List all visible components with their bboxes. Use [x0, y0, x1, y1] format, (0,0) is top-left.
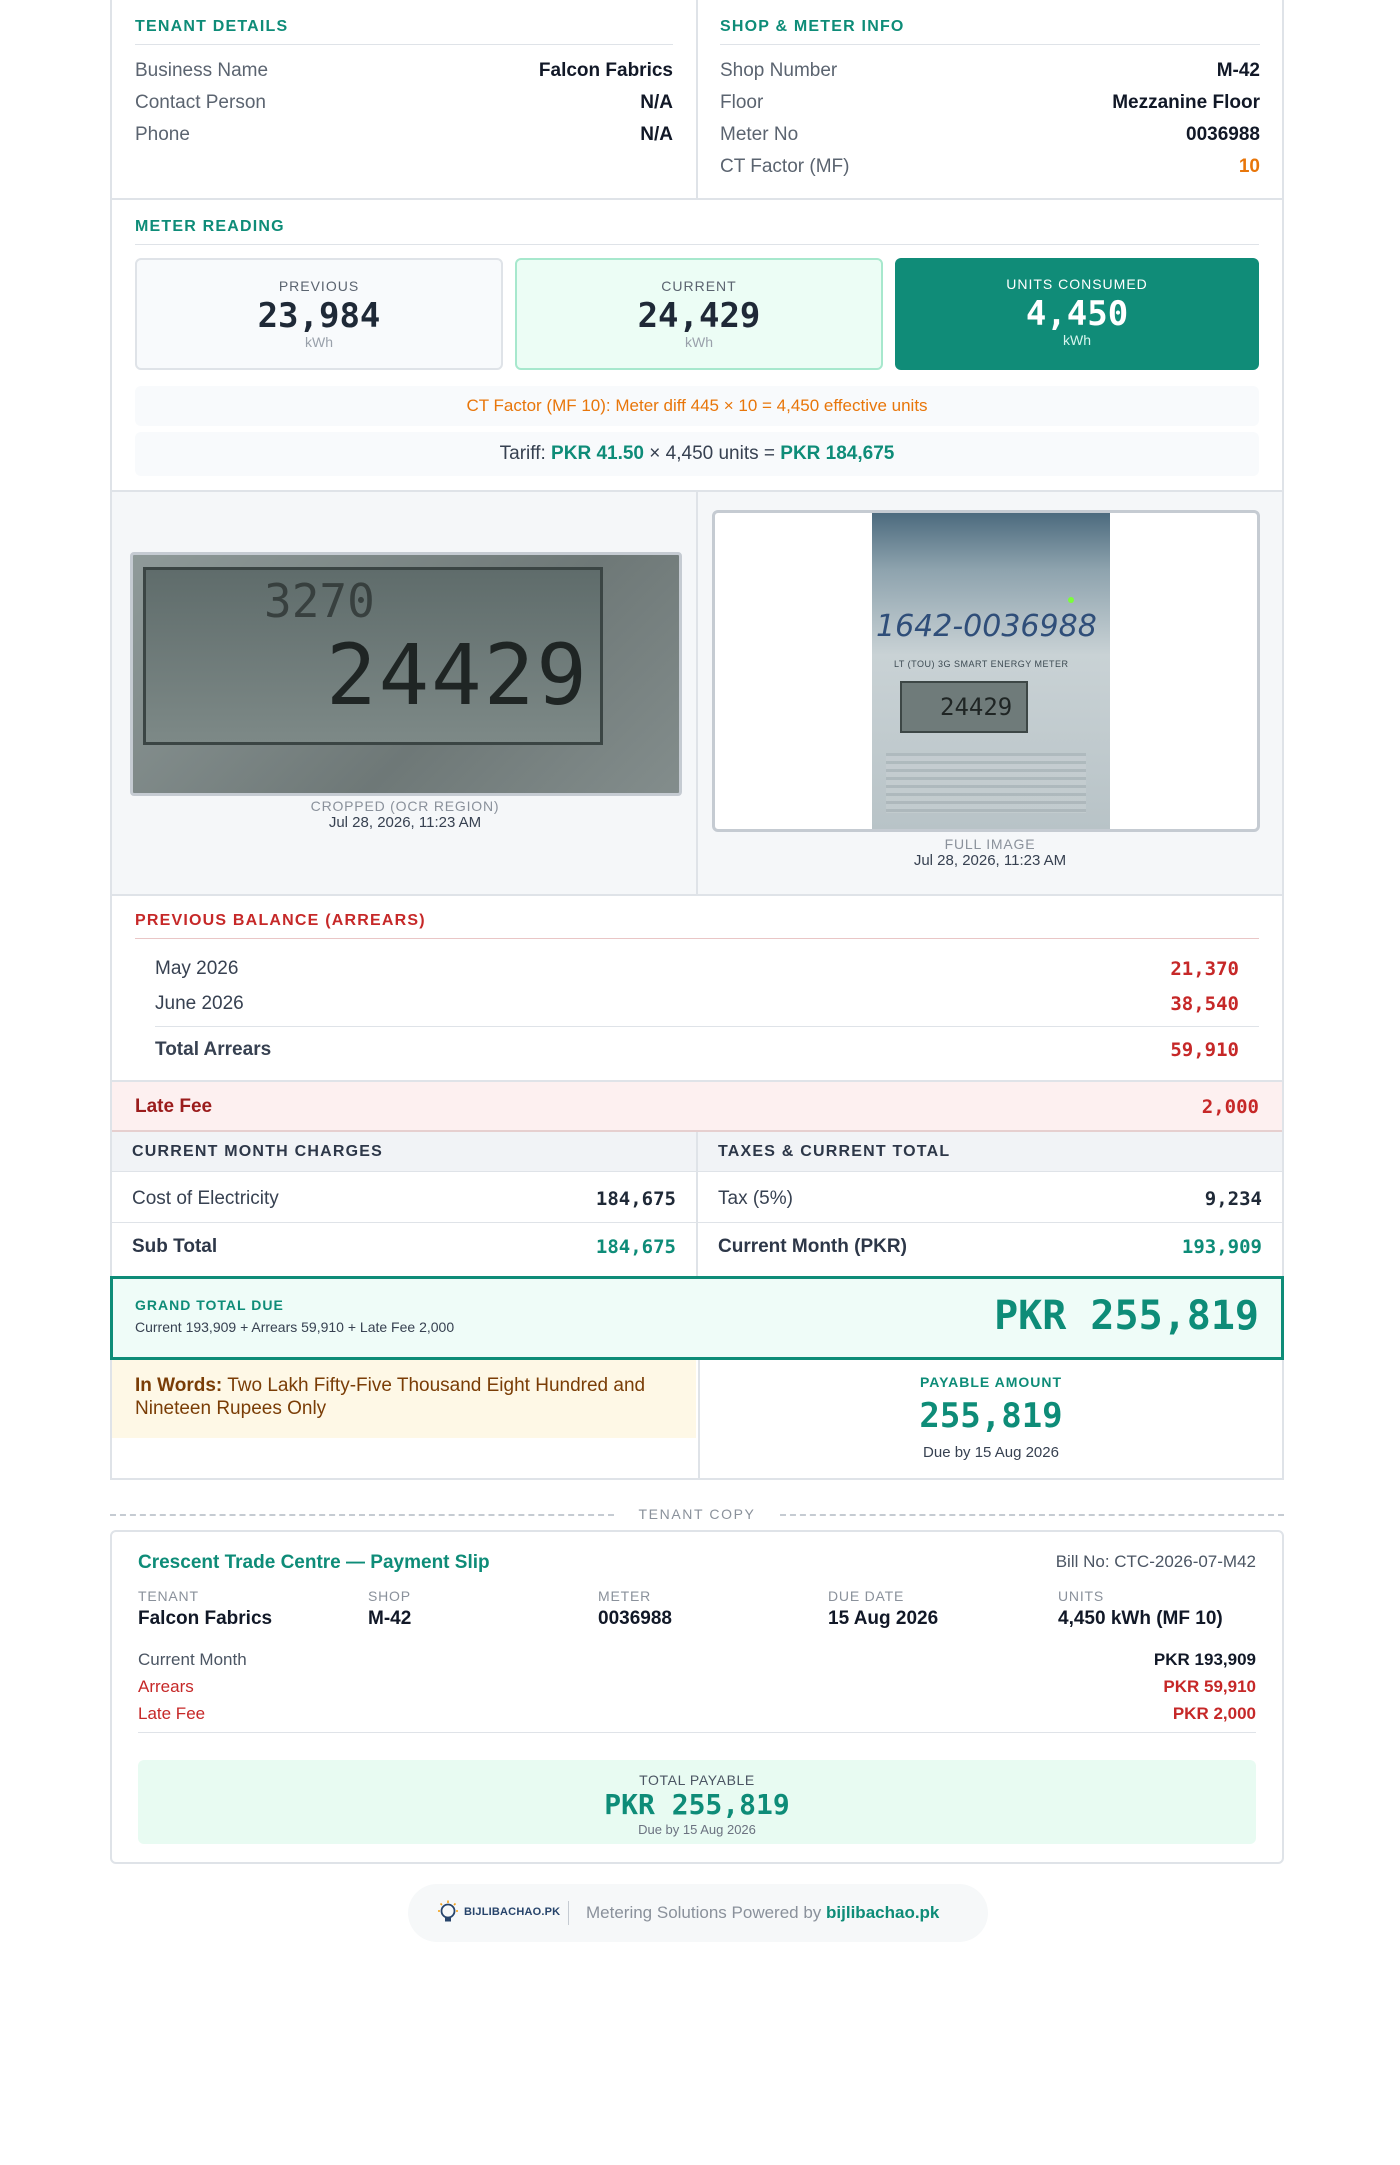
slip-current-month-row	[138, 1650, 1256, 1672]
subtotal-value: 184,675	[595, 1236, 676, 1258]
full-date: Jul 28, 2026, 11:23 AM	[913, 852, 1067, 869]
cost-label: Cost of Electricity	[132, 1188, 279, 1209]
payment-slip	[110, 1530, 1284, 1864]
current-charges-panel	[112, 1132, 698, 1276]
phone-label: Phone	[135, 124, 190, 145]
slip-column-label: DUE DATE	[828, 1588, 905, 1604]
meter-serial-handwritten: 1642-0036988	[876, 609, 1097, 644]
arrears-section	[112, 896, 1282, 1082]
shop-meter-title: SHOP & METER INFO	[720, 18, 905, 35]
tenant-details-panel	[112, 0, 698, 200]
meter-lcd-small	[900, 681, 1028, 733]
contact-person-label: Contact Person	[135, 92, 266, 113]
current-unit: kWh	[685, 334, 713, 350]
units-consumed-card	[895, 258, 1259, 370]
tenant-details-title: TENANT DETAILS	[135, 18, 289, 35]
ct-factor-note: CT Factor (MF 10): Meter diff 445 × 10 = 4,450 effective units	[135, 386, 1259, 426]
bill-document	[110, 0, 1284, 1480]
full-meter-image	[872, 513, 1110, 829]
contact-person-row	[135, 92, 673, 116]
slip-total-box	[138, 1760, 1256, 1844]
current-value: 24,429	[637, 296, 761, 336]
slip-column-label: METER	[598, 1588, 651, 1604]
payable-due-date: Due by 15 Aug 2026	[923, 1444, 1059, 1461]
grand-total-label: GRAND TOTAL DUE	[135, 1297, 284, 1313]
divider	[155, 1026, 1259, 1027]
footer-link[interactable]: bijlibachao.pk	[826, 1903, 940, 1922]
slip-total-label: TOTAL PAYABLE	[639, 1772, 755, 1788]
lcd-top-digits: 3270	[264, 574, 375, 628]
taxes-panel	[698, 1132, 1282, 1276]
arrears-month: June 2026	[155, 993, 244, 1014]
full-photo-panel	[698, 492, 1282, 894]
total-arrears-row	[155, 1039, 1239, 1063]
meter-spec-plate	[886, 753, 1086, 813]
units-consumed-unit: kWh	[1063, 332, 1091, 348]
tenant-copy-separator	[110, 1504, 1284, 1524]
slip-total-due: Due by 15 Aug 2026	[638, 1822, 756, 1837]
late-fee-row	[112, 1082, 1282, 1132]
divider	[698, 1222, 1282, 1223]
divider	[135, 938, 1259, 939]
ct-factor-value: 10	[1238, 156, 1260, 177]
slip-row-label: Late Fee	[138, 1704, 206, 1723]
units-consumed-label: UNITS CONSUMED	[1006, 276, 1148, 292]
tax-label: Tax (5%)	[718, 1188, 793, 1209]
bijlibachao-logo[interactable]	[436, 1898, 561, 1928]
arrears-row	[155, 993, 1239, 1017]
slip-title: Crescent Trade Centre — Payment Slip	[138, 1552, 490, 1573]
slip-column-value: M-42	[368, 1608, 412, 1629]
footer-badge	[408, 1884, 988, 1942]
slip-units	[1058, 1588, 1223, 1630]
tariff-prefix: Tariff:	[499, 443, 552, 464]
business-name-row	[135, 60, 673, 84]
total-arrears-value: 59,910	[1170, 1039, 1239, 1061]
previous-unit: kWh	[305, 334, 333, 350]
slip-tenant	[138, 1588, 272, 1630]
meter-lcd-display	[143, 567, 603, 745]
payable-amount: 255,819	[919, 1396, 1063, 1436]
shop-number-value: M-42	[1216, 60, 1260, 81]
late-fee-value: 2,000	[1201, 1096, 1259, 1118]
ct-factor-row	[720, 156, 1260, 180]
current-month-value: 193,909	[1181, 1236, 1262, 1258]
grand-total-amount: PKR 255,819	[994, 1293, 1259, 1339]
lcd-main-digits: 24429	[326, 626, 589, 724]
slip-column-value: 0036988	[598, 1608, 672, 1629]
tax-value: 9,234	[1204, 1188, 1262, 1210]
tenant-copy-label: TENANT COPY	[638, 1506, 756, 1522]
late-fee-label: Late Fee	[135, 1096, 213, 1117]
info-section	[112, 0, 1282, 200]
meter-photos-section	[112, 492, 1282, 896]
contact-person-value: N/A	[640, 92, 673, 113]
slip-column-value: 15 Aug 2026	[828, 1608, 939, 1629]
divider	[135, 44, 673, 45]
in-words-text	[135, 1374, 676, 1420]
ct-factor-label: CT Factor (MF)	[720, 156, 850, 177]
divider	[720, 44, 1260, 45]
slip-row-label: Arrears	[138, 1677, 194, 1696]
cropped-caption	[112, 798, 698, 831]
tax-row	[718, 1188, 1262, 1212]
in-words-label: In Words:	[135, 1375, 223, 1396]
cropped-label: CROPPED (OCR REGION)	[310, 798, 500, 814]
meter-reading-title: METER READING	[135, 218, 285, 235]
grand-total-box	[110, 1276, 1284, 1360]
slip-column-value: Falcon Fabrics	[138, 1608, 273, 1629]
arrears-month: May 2026	[155, 958, 239, 979]
meter-no-row	[720, 124, 1260, 148]
slip-row-value: PKR 59,910	[1163, 1677, 1256, 1696]
lightbulb-icon	[436, 1900, 460, 1926]
grand-total-breakdown: Current 193,909 + Arrears 59,910 + Late Fee 2,000	[135, 1319, 455, 1335]
slip-row-value: PKR 193,909	[1153, 1650, 1256, 1669]
footer-text	[586, 1903, 939, 1923]
taxes-header	[698, 1132, 1282, 1172]
phone-row	[135, 124, 673, 148]
units-consumed-value: 4,450	[1025, 294, 1129, 334]
subtotal-row	[132, 1236, 676, 1260]
floor-value: Mezzanine Floor	[1112, 92, 1260, 113]
cropped-date: Jul 28, 2026, 11:23 AM	[328, 814, 482, 831]
led-indicator	[1068, 597, 1074, 603]
cropped-photo-panel	[112, 492, 698, 894]
shop-number-row	[720, 60, 1260, 84]
total-arrears-label: Total Arrears	[155, 1039, 272, 1060]
phone-value: N/A	[640, 124, 673, 145]
arrears-amount: 21,370	[1170, 958, 1239, 980]
footer-prefix: Metering Solutions Powered by	[586, 1903, 827, 1922]
cost-value: 184,675	[595, 1188, 676, 1210]
business-name-value: Falcon Fabrics	[538, 60, 673, 81]
slip-column-label: UNITS	[1058, 1588, 1104, 1604]
current-charges-title: CURRENT MONTH CHARGES	[132, 1143, 383, 1160]
slip-arrears-row	[138, 1677, 1256, 1699]
arrears-title: PREVIOUS BALANCE (ARREARS)	[135, 912, 426, 929]
slip-row-value: PKR 2,000	[1172, 1704, 1256, 1723]
floor-row	[720, 92, 1260, 116]
previous-value: 23,984	[257, 296, 381, 336]
lcd-small-digits: 24429	[940, 693, 1013, 721]
in-words-value: Two Lakh Fifty-Five Thousand Eight Hundred and Nineteen Rupees Only	[135, 1375, 646, 1419]
divider	[135, 244, 1259, 245]
slip-late-fee-row	[138, 1704, 1256, 1726]
full-label: FULL IMAGE	[944, 836, 1036, 852]
current-reading-card	[515, 258, 883, 370]
full-image-frame[interactable]	[712, 510, 1260, 832]
slip-total-amount: PKR 255,819	[604, 1788, 790, 1821]
tariff-rate: PKR 41.50	[551, 443, 644, 464]
meter-brand-text: LT (TOU) 3G SMART ENERGY METER	[894, 659, 1069, 669]
current-charges-header	[112, 1132, 696, 1172]
subtotal-label: Sub Total	[132, 1236, 218, 1257]
slip-due-date	[828, 1588, 938, 1630]
cropped-meter-image[interactable]	[130, 552, 682, 796]
divider	[138, 1732, 1256, 1733]
meter-no-label: Meter No	[720, 124, 799, 145]
amount-in-words	[112, 1360, 696, 1438]
tariff-amount: PKR 184,675	[780, 443, 895, 464]
meter-reading-section	[112, 200, 1282, 492]
slip-column-label: TENANT	[138, 1588, 199, 1604]
slip-column-value: 4,450 kWh (MF 10)	[1058, 1608, 1223, 1629]
previous-label: PREVIOUS	[278, 278, 360, 294]
shop-number-label: Shop Number	[720, 60, 838, 81]
slip-row-label: Current Month	[138, 1650, 247, 1669]
payable-amount-box	[698, 1360, 1282, 1478]
slip-bill-number: Bill No: CTC-2026-07-M42	[1055, 1552, 1256, 1571]
slip-column-label: SHOP	[368, 1588, 411, 1604]
cost-row	[132, 1188, 676, 1212]
current-label: CURRENT	[661, 278, 737, 294]
taxes-title: TAXES & CURRENT TOTAL	[718, 1143, 951, 1160]
logo-text: BIJLIBACHAO.PK	[464, 1906, 561, 1918]
previous-reading-card	[135, 258, 503, 370]
business-name-label: Business Name	[135, 60, 269, 81]
payable-label: PAYABLE AMOUNT	[919, 1374, 1063, 1390]
charges-section	[112, 1132, 1282, 1276]
slip-shop	[368, 1588, 411, 1630]
tariff-line	[135, 432, 1259, 476]
shop-meter-panel	[698, 0, 1282, 200]
meter-no-value: 0036988	[1186, 124, 1260, 145]
divider	[568, 1901, 569, 1925]
current-month-label: Current Month (PKR)	[718, 1236, 907, 1257]
arrears-amount: 38,540	[1170, 993, 1239, 1015]
arrears-row	[155, 958, 1239, 982]
full-caption	[698, 836, 1282, 869]
divider	[112, 1222, 696, 1223]
slip-meter	[598, 1588, 672, 1630]
floor-label: Floor	[720, 92, 764, 113]
current-month-row	[718, 1236, 1262, 1260]
tariff-middle: × 4,450 units =	[644, 443, 781, 464]
